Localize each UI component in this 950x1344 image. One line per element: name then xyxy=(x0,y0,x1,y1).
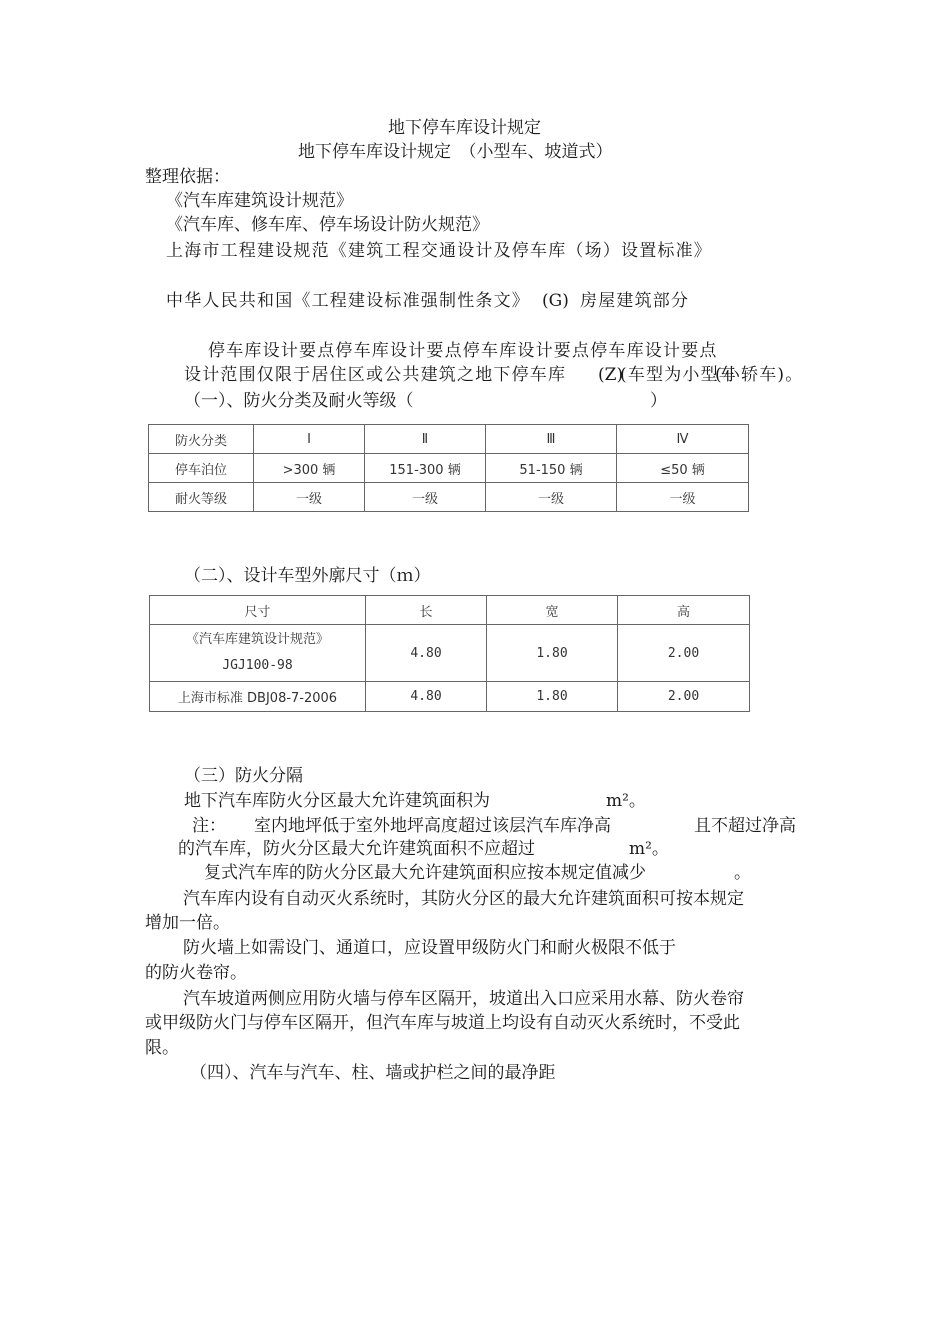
section-heading: （一）、防火分类及耐火等级（ xyxy=(184,391,414,411)
fire-class-table xyxy=(148,424,749,512)
table-cell: 一级 xyxy=(617,483,749,512)
paragraph: m²。 xyxy=(629,839,669,859)
table-cell: 上海市标准 DBJ08-7-2006 xyxy=(150,682,366,712)
basis-item: 中华人民共和国《工程建设标准强制性条文》 xyxy=(166,291,530,311)
section-heading: （二）、设计车型外廓尺寸（ｍ） xyxy=(184,566,431,586)
paragraph: 的防火卷帘。 xyxy=(145,963,247,983)
basis-item: 《汽车库建筑设计规范》 xyxy=(166,191,353,211)
paragraph: 增加一倍。 xyxy=(145,913,230,933)
table-cell: 1.80 xyxy=(487,625,618,682)
table-cell: 一级 xyxy=(254,483,365,512)
table-cell: Ⅱ xyxy=(365,425,486,454)
row-label-code: JGJ100-98 xyxy=(222,658,293,673)
table-cell: 一级 xyxy=(486,483,617,512)
paragraph: 室内地坪低于室外地坪高度超过该层汽车库净高 xyxy=(254,816,611,836)
paragraph: 且不超过净高 xyxy=(694,816,796,836)
basis-item: 上海市工程建设规范《建筑工程交通设计及停车库（场）设置标准》 xyxy=(166,241,712,261)
table-row xyxy=(149,483,749,512)
design-points-heading: 停车库设计要点停车库设计要点停车库设计要点停车库设计要点 xyxy=(208,341,718,361)
table-cell: 防火分类 xyxy=(149,425,254,454)
section-heading: （四）、汽车与汽车、柱、墙或护栏之间的最净距 xyxy=(190,1063,556,1083)
table-cell: 2.00 xyxy=(618,625,750,682)
paragraph: 防火墙上如需设门、通道口，应设置甲级防火门和耐火极限不低于 xyxy=(183,938,676,958)
paragraph: 汽车坡道两侧应用防火墙与停车区隔开，坡道出入口应采用水幕、防火卷帘 xyxy=(183,989,744,1009)
basis-item-code: (G) xyxy=(542,291,569,311)
table-cell: 51-150 辆 xyxy=(486,454,617,483)
table-cell: 151-300 辆 xyxy=(365,454,486,483)
table-cell: 尺寸 xyxy=(150,596,366,625)
basis-heading: 整理依据： xyxy=(145,167,230,187)
vehicle-size-table xyxy=(149,595,750,712)
table-cell: 一级 xyxy=(365,483,486,512)
table-row xyxy=(150,682,750,712)
table-cell: >300 辆 xyxy=(254,454,365,483)
paragraph: m²。 xyxy=(606,791,646,811)
design-scope: (小轿车)。 xyxy=(715,365,804,385)
table-cell: 长 xyxy=(366,596,487,625)
page-title: 地下停车库设计规定 xyxy=(388,118,541,138)
paragraph: 限。 xyxy=(145,1038,179,1058)
design-scope-overlay: (Z) xyxy=(598,365,624,385)
paragraph: 或甲级防火门与停车区隔开，但汽车库与坡道上均设有自动灭火系统时，不受此 xyxy=(145,1013,740,1033)
paragraph: 地下汽车库防火分区最大允许建筑面积为 xyxy=(184,791,490,811)
page-subtitle: 地下停车库设计规定 （小型车、坡道式） xyxy=(298,142,613,162)
table-row xyxy=(149,454,749,483)
table-cell: 4.80 xyxy=(366,625,487,682)
section-heading: （三）防火分隔 xyxy=(184,766,303,786)
paragraph: 的汽车库，防火分区最大允许建筑面积不应超过 xyxy=(178,839,535,859)
paragraph: 汽车库内设有自动灭火系统时，其防火分区的最大允许建筑面积可按本规定 xyxy=(183,889,744,909)
basis-item: 房屋建筑部分 xyxy=(580,291,690,311)
table-cell: Ⅰ xyxy=(254,425,365,454)
table-cell: 1.80 xyxy=(487,682,618,712)
row-label: 《汽车库建筑设计规范》 xyxy=(185,632,329,647)
table-row xyxy=(150,625,750,682)
table-cell: 停车泊位 xyxy=(149,454,254,483)
table-cell: 4.80 xyxy=(366,682,487,712)
table-cell: 耐火等级 xyxy=(149,483,254,512)
basis-item: 《汽车库、修车库、停车场设计防火规范》 xyxy=(166,215,489,235)
paragraph: 。 xyxy=(734,863,751,883)
table-cell: Ⅲ xyxy=(486,425,617,454)
design-scope: 设计范围仅限于居住区或公共建筑之地下停车库 xyxy=(184,365,567,385)
table-row xyxy=(150,596,750,625)
table-cell: 2.00 xyxy=(618,682,750,712)
table-row xyxy=(149,425,749,454)
table-cell: Ⅳ xyxy=(617,425,749,454)
section-heading-close: ） xyxy=(650,391,667,411)
note-label: 注： xyxy=(192,816,226,836)
design-scope: (车型为小型车 xyxy=(620,365,738,385)
table-cell: ≤50 辆 xyxy=(617,454,749,483)
table-cell xyxy=(150,625,366,682)
paragraph: 复式汽车库的防火分区最大允许建筑面积应按本规定值减少 xyxy=(204,863,646,883)
table-cell: 宽 xyxy=(487,596,618,625)
table-cell: 高 xyxy=(618,596,750,625)
